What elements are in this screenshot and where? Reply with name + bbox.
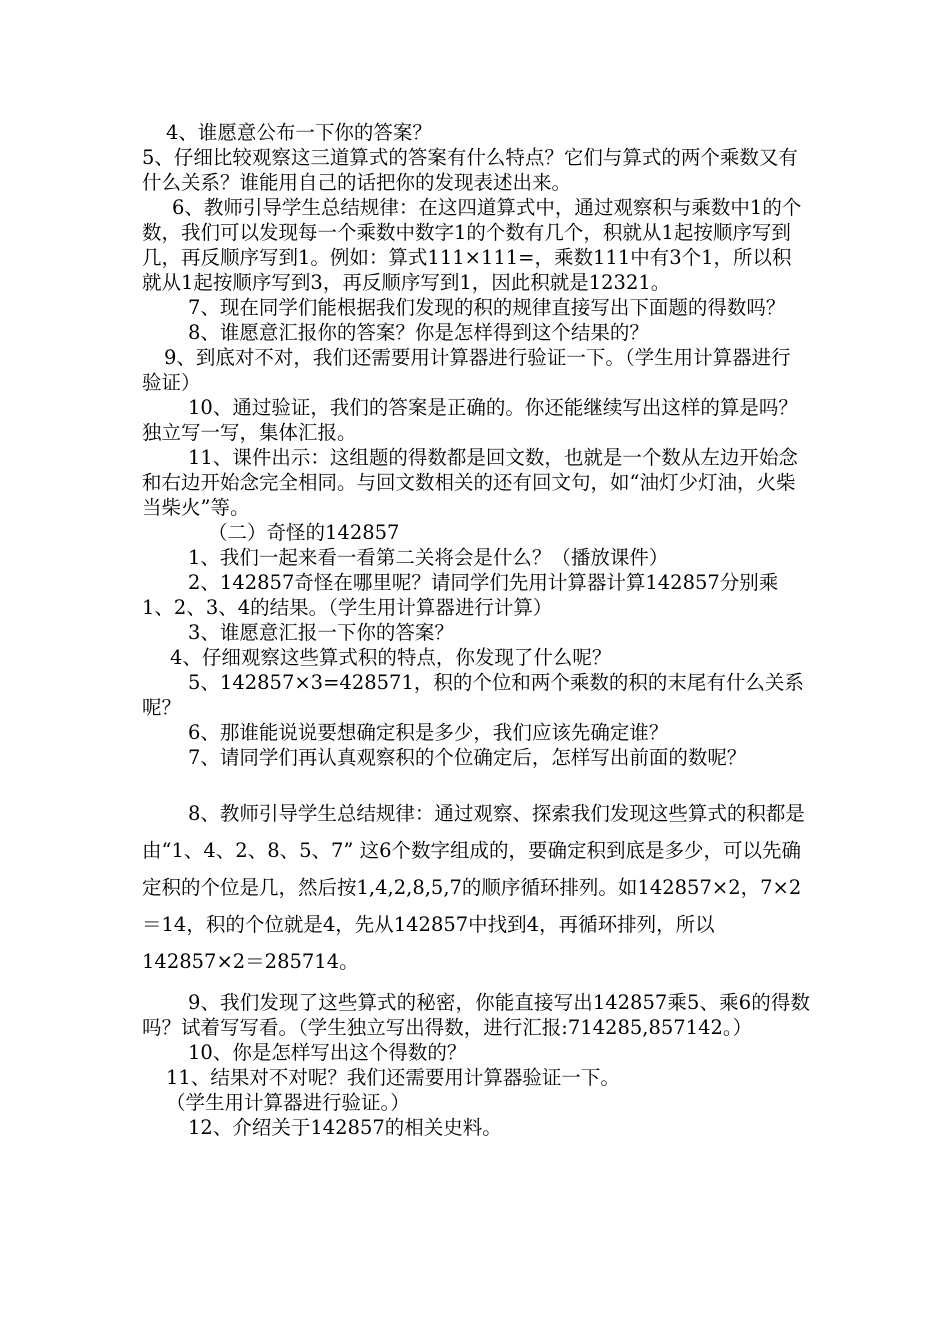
paragraph: 8、谁愿意汇报你的答案？你是怎样得到这个结果的？ (188, 321, 649, 344)
paragraph: 4、仔细观察这些算式积的特点，你发现了什么呢？ (170, 646, 612, 669)
paragraph: 11、结果对不对呢？我们还需要用计算器验证一下。 (166, 1066, 620, 1089)
paragraph: 3、谁愿意汇报一下你的答案？ (188, 621, 454, 644)
paragraph: 2、142857奇怪在哪里呢？请同学们先用计算器计算142857分别乘1、2、3、4的结果。（学生用计算器进行计算） (142, 571, 779, 619)
paragraph: 5、142857×3=428571，积的个位和两个乘数的积的末尾有什么关系呢？ (142, 671, 804, 719)
paragraph: 4、谁愿意公布一下你的答案？ (166, 121, 432, 144)
paragraph: 6、教师引导学生总结规律：在这四道算式中，通过观察积与乘数中1的个数，我们可以发现每一个乘数中数字1的个数有几个，积就从1起按顺序写到几，再反顺序写到1。例如：算式111×111=，乘数111中有3个1，所以积就从1起按顺序写到3，再反顺序写到1，因此积就是12321。 (142, 196, 802, 294)
paragraph: 7、请同学们再认真观察积的个位确定后，怎样写出前面的数呢？ (188, 746, 747, 769)
paragraph: 9、到底对不对，我们还需要用计算器进行验证一下。（学生用计算器进行验证） (142, 346, 791, 394)
paragraph: 5、仔细比较观察这三道算式的答案有什么特点？它们与算式的两个乘数又有什么关系？谁能用自己的话把你的发现表述出来。 (142, 146, 798, 194)
paragraph: 8、教师引导学生总结规律：通过观察、探索我们发现这些算式的积都是由“1、4、2、8、5、7” 这6个数字组成的，要确定积到底是多少，可以先确定积的个位是几，然后按1,4,2,8,5,7的顺序循环排列。如142857×2，7×2＝14，积的个位就是4，先从142857中找到4，再循环排列，所以142857×2＝285714。 (142, 802, 805, 973)
paragraph: 1、我们一起来看一看第二关将会是什么？（播放课件） (188, 546, 669, 569)
section-heading: （二）奇怪的142857 (208, 521, 400, 544)
paragraph: （学生用计算器进行验证。） (166, 1091, 410, 1114)
paragraph: 6、那谁能说说要想确定积是多少，我们应该先确定谁？ (188, 721, 669, 744)
paragraph: 9、我们发现了这些算式的秘密，你能直接写出142857乘5、乘6的得数吗？试着写写看。（学生独立写出得数，进行汇报:714285,857142。） (142, 991, 810, 1039)
paragraph: 7、现在同学们能根据我们发现的积的规律直接写出下面题的得数吗？ (188, 296, 786, 319)
paragraph: 11、课件出示：这组题的得数都是回文数，也就是一个数从左边开始念和右边开始念完全相同。与回文数相关的还有回文句，如“油灯少灯油，火柴当柴火”等。 (142, 446, 798, 519)
paragraph: 10、你是怎样写出这个得数的？ (188, 1041, 467, 1064)
paragraph: 10、通过验证，我们的答案是正确的。你还能继续写出这样的算是吗？独立写一写，集体汇报。 (142, 396, 798, 444)
paragraph: 12、介绍关于142857的相关史料。 (188, 1116, 502, 1139)
document-body (142, 120, 810, 1140)
